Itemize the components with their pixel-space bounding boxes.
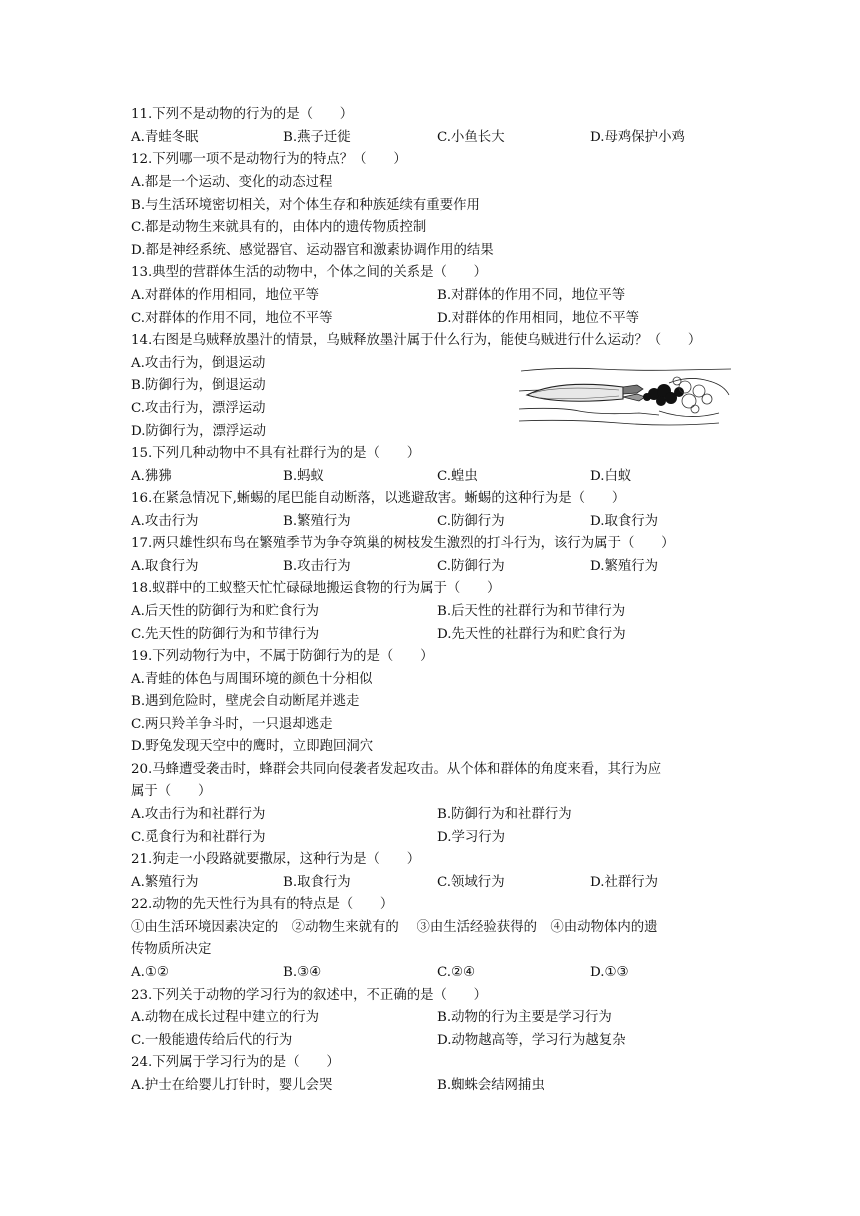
- question-15-stem: 15.下列几种动物中不具有社群行为的是（ ）: [131, 446, 421, 461]
- option-c: C.先天性的防御行为和节律行为: [131, 627, 320, 642]
- question-13-stem: 13.典型的营群体生活的动物中，个体之间的关系是（ ）: [131, 265, 488, 280]
- option-a: A.动物在成长过程中建立的行为: [131, 1010, 320, 1025]
- option-a: A.青蛙冬眠: [131, 130, 199, 145]
- option-b: B.攻击行为: [283, 559, 351, 574]
- option-c: C.一般能遗传给后代的行为: [131, 1033, 293, 1048]
- question-22-stem: 22.动物的先天性行为具有的特点是（ ）: [131, 897, 394, 912]
- question-14-option-b: B.防御行为，倒退运动: [131, 378, 266, 393]
- question-19-option-c: C.两只羚羊争斗时，一只退却逃走: [131, 717, 333, 732]
- option-c: C.小鱼长大: [437, 130, 505, 145]
- option-d: D.动物越高等，学习行为越复杂: [437, 1033, 626, 1048]
- option-b: B.取食行为: [283, 875, 351, 890]
- option-d: D.繁殖行为: [590, 559, 659, 574]
- option-a: A.取食行为: [131, 559, 199, 574]
- option-c: C.蝗虫: [437, 469, 478, 484]
- option-c: C.领域行为: [437, 875, 505, 890]
- question-12-option-d: D.都是神经系统、感觉器官、运动器官和激素协调作用的结果: [131, 243, 494, 258]
- question-14-option-c: C.攻击行为，漂浮运动: [131, 401, 266, 416]
- question-19-option-b: B.遇到危险时，壁虎会自动断尾并逃走: [131, 694, 360, 709]
- question-14-option-d: D.防御行为，漂浮运动: [131, 424, 267, 439]
- question-24-stem: 24.下列属于学习行为的是（ ）: [131, 1055, 340, 1070]
- option-d: D.取食行为: [590, 514, 659, 529]
- question-22-description-cont: 传物质所决定: [131, 942, 212, 957]
- question-12-stem: 12.下列哪一项不是动物行为的特点？（ ）: [131, 152, 407, 167]
- option-b: B.繁殖行为: [283, 514, 351, 529]
- option-c: C.②④: [437, 965, 476, 980]
- option-b: B.蜘蛛会结网捕虫: [437, 1078, 545, 1093]
- question-12-option-c: C.都是动物生来就具有的，由体内的遗传物质控制: [131, 220, 427, 235]
- question-16-stem: 16.在紧急情况下,蜥蜴的尾巴能自动断落，以逃避敌害。蜥蜴的这种行为是（ ）: [131, 491, 626, 506]
- option-a: A.攻击行为: [131, 514, 199, 529]
- squid-ink-illustration: [519, 361, 733, 431]
- option-d: D.母鸡保护小鸡: [590, 130, 685, 145]
- question-23-stem: 23.下列关于动物的学习行为的叙述中，不正确的是（ ）: [131, 988, 488, 1003]
- option-b: B.对群体的作用不同，地位平等: [437, 288, 626, 303]
- question-14-option-a: A.攻击行为，倒退运动: [131, 356, 266, 371]
- question-19-option-a: A.青蛙的体色与周围环境的颜色十分相似: [131, 672, 373, 687]
- option-c: C.防御行为: [437, 559, 505, 574]
- option-b: B.动物的行为主要是学习行为: [437, 1010, 612, 1025]
- option-b: B.后天性的社群行为和节律行为: [437, 604, 626, 619]
- option-c: C.对群体的作用不同，地位不平等: [131, 311, 333, 326]
- option-d: D.先天性的社群行为和贮食行为: [437, 627, 626, 642]
- option-b: B.蚂蚁: [283, 469, 324, 484]
- question-12-option-b: B.与生活环境密切相关，对个体生存和种族延续有重要作用: [131, 198, 480, 213]
- option-a: A.后天性的防御行为和贮食行为: [131, 604, 320, 619]
- option-a: A.①②: [131, 965, 169, 980]
- option-a: A.护士在给婴儿打针时，婴儿会哭: [131, 1078, 333, 1093]
- option-a: A.狒狒: [131, 469, 172, 484]
- option-b: B.燕子迁徙: [283, 130, 351, 145]
- question-11-stem: 11.下列不是动物的行为的是（ ）: [131, 107, 354, 122]
- option-d: D.学习行为: [437, 830, 506, 845]
- question-14-stem: 14.右图是乌贼释放墨汁的情景，乌贼释放墨汁属于什么行为，能使乌贼进行什么运动？（ ）: [131, 333, 702, 348]
- option-b: B.防御行为和社群行为: [437, 807, 572, 822]
- option-a: A.攻击行为和社群行为: [131, 807, 266, 822]
- option-d: D.①③: [590, 965, 629, 980]
- question-22-description: ①由生活环境因素决定的 ②动物生来就有的 ③由生活经验获得的 ④由动物体内的遗: [131, 920, 658, 935]
- question-12-option-a: A.都是一个运动、变化的动态过程: [131, 175, 333, 190]
- option-d: D.社群行为: [590, 875, 659, 890]
- question-21-stem: 21.狗走一小段路就要撒尿，这种行为是（ ）: [131, 852, 421, 867]
- question-17-stem: 17.两只雄性织布鸟在繁殖季节为争夺筑巢的树枝发生激烈的打斗行为，该行为属于（ ）: [131, 536, 675, 551]
- option-c: C.觅食行为和社群行为: [131, 830, 266, 845]
- option-c: C.防御行为: [437, 514, 505, 529]
- option-a: A.繁殖行为: [131, 875, 199, 890]
- option-a: A.对群体的作用相同，地位平等: [131, 288, 320, 303]
- option-b: B.③④: [283, 965, 322, 980]
- question-20-stem: 20.马蜂遭受袭击时，蜂群会共同向侵袭者发起攻击。从个体和群体的角度来看，其行为应: [131, 762, 662, 777]
- question-19-option-d: D.野兔发现天空中的鹰时，立即跑回洞穴: [131, 739, 374, 754]
- option-d: D.白蚁: [590, 469, 632, 484]
- question-20-stem-cont: 属于（ ）: [131, 784, 212, 799]
- question-19-stem: 19.下列动物行为中，不属于防御行为的是（ ）: [131, 649, 434, 664]
- question-18-stem: 18.蚁群中的工蚁整天忙忙碌碌地搬运食物的行为属于（ ）: [131, 581, 501, 596]
- option-d: D.对群体的作用相同，地位不平等: [437, 311, 639, 326]
